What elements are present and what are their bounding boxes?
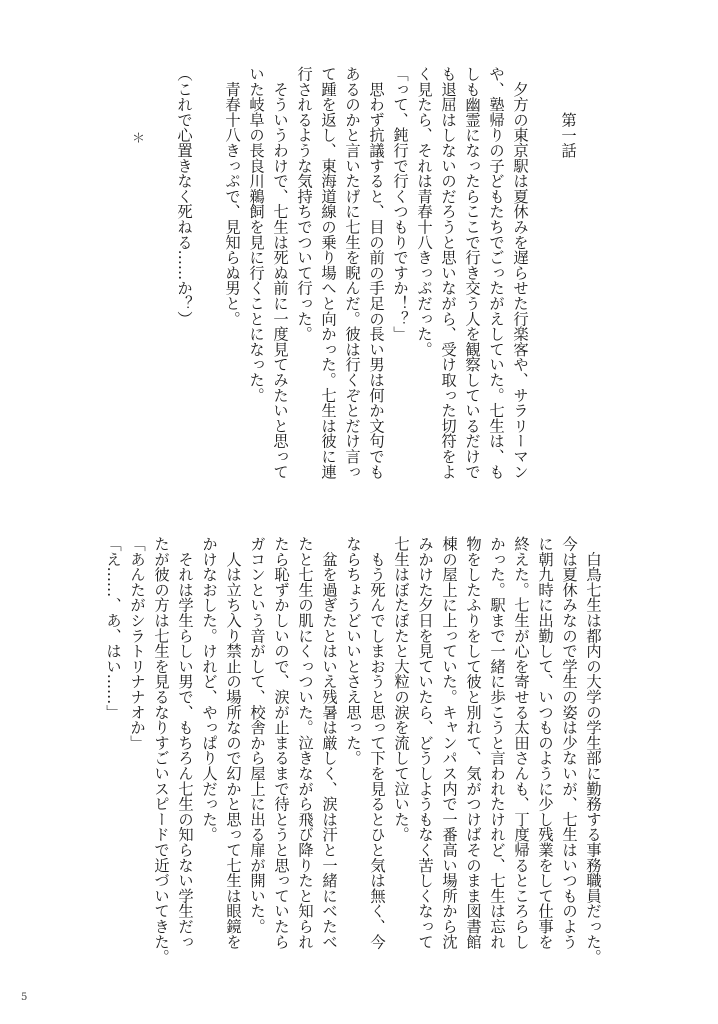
page-number: 5	[21, 992, 28, 1003]
text-column: 七生はぼたぼたと大粒の涙を流して泣いた。	[392, 536, 410, 842]
text-column: 青春十八きっぷで、見知らぬ男と。	[223, 66, 241, 327]
text-column: 白鳥七生は都内の大学の学生部に勤務する事務職員だった。	[584, 536, 602, 965]
inner-monologue-column: （これで心置きなく死ねる……か？）	[175, 66, 193, 327]
text-column: たが彼の方は七生を見るなりすごいスピードで近づいてきた。	[152, 536, 170, 965]
text-column: みかけた夕日を見ていたら、どうしようもなく苦しくなって	[416, 536, 434, 950]
text-column: それは学生らしい男で、もちろん七生の知らない学生だっ	[176, 536, 194, 950]
text-column: 今は夏休みなので学生の姿は少ないが、七生はいつものよう	[560, 536, 578, 950]
text-column: て踵を返し、東海道線の乗り場へと向かった。七生は彼に連	[319, 66, 337, 480]
dialogue-column: 「って、鈍行で行くつもりですか！？」	[391, 66, 409, 342]
text-column: 物をしたふりをして彼と別れて、気がつけばそのまま図書館	[464, 536, 482, 950]
text-column: そういうわけで、七生は死ぬ前に一度見てみたいと思って	[271, 66, 289, 480]
text-column: 夕方の東京駅は夏休みを遅らせた行楽客や、サラリーマン	[511, 66, 529, 480]
text-column: たら恥ずかしいので、涙が止まるまで待とうと思っていたら	[272, 536, 290, 950]
chapter-opening-section	[124, 66, 580, 496]
text-column: いた岐阜の長良川鵜飼を見に行くことになった。	[247, 66, 265, 403]
text-column: 棟の屋上に上っていた。キャンパス内で一番高い場所から沈	[440, 536, 458, 950]
scene-section	[101, 536, 605, 966]
text-column: く見たら、それは青春十八きっぷだった。	[415, 66, 433, 357]
text-column: も退屈はしないのだろうと思いながら、受け取った切符をよ	[439, 66, 457, 480]
text-column: かった。駅まで一緒に歩こうと言われたけれど、七生は忘れ	[488, 536, 506, 950]
text-column: あるのかと言いたげに七生を睨んだ。彼は行くぞとだけ言っ	[343, 66, 361, 480]
text-column: ガコンという音がして、校舎から屋上に出る扉が開いた。	[248, 536, 266, 934]
text-column: かけなおした。けれど、やっぱり人だった。	[200, 536, 218, 842]
text-column: もう死んでしまおうと思って下を見るとひと気は無く、今	[368, 536, 386, 950]
dialogue-column: 「あんたがシラトリナナオか」	[128, 536, 146, 751]
scene-break-asterisk: ＊	[129, 131, 144, 144]
text-column: しも幽霊になったらここで行き交う人を観察しているだけで	[463, 66, 481, 480]
text-column: ならちょうどいいとさえ思った。	[344, 536, 362, 766]
text-column: たと七生の肌にくっついた。泣きながら飛び降りたと知られ	[296, 536, 314, 950]
text-column: 盆を過ぎたとはいえ残暑は厳しく、涙は汗と一緒にべたべ	[320, 536, 338, 950]
dialogue-column: 「え……、あ、はい……」	[104, 536, 122, 720]
text-column: や、塾帰りの子どもたちでごったがえしていた。七生は、も	[487, 66, 505, 480]
text-column: 人は立ち入り禁止の場所なので幻かと思って七生は眼鏡を	[224, 536, 242, 950]
text-column: 終えた。七生が心を寄せる太田さんも、丁度帰るところらし	[512, 536, 530, 950]
blank-column	[196, 66, 220, 67]
text-column: 行されるような気持ちでついて行った。	[295, 66, 313, 342]
chapter-heading: 第一話	[559, 111, 577, 158]
text-column: 思わず抗議すると、目の前の手足の長い男は何か文句でも	[367, 66, 385, 480]
blank-column	[148, 66, 172, 67]
text-column: に朝九時に出勤して、いつものように少し残業をして仕事を	[536, 536, 554, 950]
blank-column	[532, 66, 556, 67]
